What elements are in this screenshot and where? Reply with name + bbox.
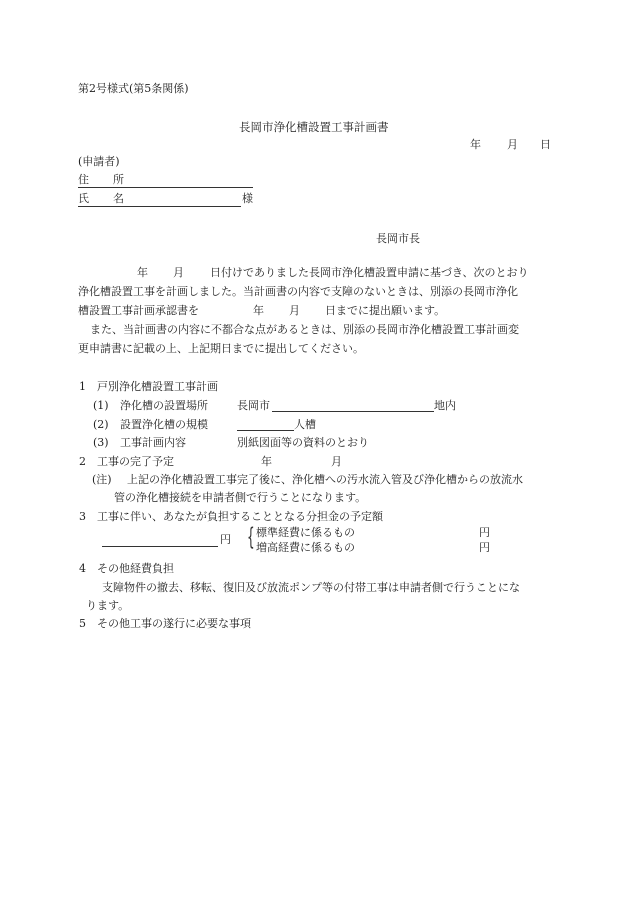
section-4-line2: ります。 <box>86 599 130 612</box>
body-year: 年 <box>137 266 148 279</box>
total-amount-field[interactable] <box>102 546 218 547</box>
tank-capacity-field[interactable] <box>237 430 294 431</box>
section-4-title: その他経費負担 <box>97 562 174 575</box>
body-line3-start: 槽設置工事計画承認書を <box>78 304 199 317</box>
item-1-prefix: 長岡市 <box>237 399 270 412</box>
standard-cost-unit: 円 <box>479 526 490 539</box>
item-3-value: 別紙図面等の資料のとおり <box>237 436 369 449</box>
section-5-title: その他工事の遂行に必要な事項 <box>97 617 251 630</box>
date-day: 日 <box>540 138 551 151</box>
date-year: 年 <box>470 138 481 151</box>
installation-location-field[interactable] <box>272 411 434 412</box>
body-line3-end: 日までに提出願います。 <box>325 304 446 317</box>
standard-cost-label: 標準経費に係るもの <box>256 526 355 539</box>
name-field[interactable] <box>78 206 241 207</box>
note-line1: 上記の浄化槽設置工事完了後に、浄化槽への汚水流入管及び浄化槽からの放流水 <box>127 473 523 486</box>
address-label-1: 住 <box>78 173 89 186</box>
brace-icon: { <box>247 523 255 551</box>
body-month: 月 <box>173 266 184 279</box>
applicant-heading: (申請者) <box>78 155 120 168</box>
body-line2: 浄化槽設置工事を計画しました。当計画書の内容で支障のないときは、別添の長岡市浄化 <box>78 285 518 298</box>
section-1-title: 戸別浄化槽設置工事計画 <box>97 380 218 393</box>
name-label-2: 名 <box>113 192 124 205</box>
item-2-label: 設置浄化槽の規模 <box>120 418 208 431</box>
completion-year: 年 <box>261 455 272 468</box>
item-1-label: 浄化槽の設置場所 <box>120 399 208 412</box>
total-unit: 円 <box>220 533 231 546</box>
body-line4: また、当計画書の内容に不都合な点があるときは、別添の長岡市浄化槽設置工事計画変 <box>90 323 519 336</box>
item-3-number: (3) <box>93 436 109 449</box>
section-4-number: 4 <box>79 562 86 575</box>
body-line3-year: 年 <box>253 304 264 317</box>
section-2-number: 2 <box>79 455 86 468</box>
note-label: (注) <box>92 473 112 486</box>
item-2-number: (2) <box>93 418 109 431</box>
item-1-suffix: 地内 <box>434 399 456 412</box>
body-line5: 更申請書に記載の上、上記期日までに提出してください。 <box>78 342 364 355</box>
document-title: 長岡市浄化槽設置工事計画書 <box>239 120 389 134</box>
body-line3-month: 月 <box>289 304 300 317</box>
increased-cost-unit: 円 <box>479 541 490 554</box>
name-label-1: 氏 <box>78 192 89 205</box>
section-4-line1: 支障物件の撤去、移転、復旧及び放流ポンプ等の付帯工事は申請者側で行うことにな <box>102 581 520 594</box>
increased-cost-label: 増高経費に係るもの <box>256 541 355 554</box>
item-1-number: (1) <box>93 399 109 412</box>
recipient: 長岡市長 <box>376 232 420 245</box>
section-5-number: 5 <box>79 617 86 630</box>
note-line2: 管の浄化槽接続を申請者側で行うことになります。 <box>114 491 367 504</box>
section-1-number: 1 <box>79 380 86 393</box>
address-label-2: 所 <box>113 173 124 186</box>
item-2-suffix: 人槽 <box>294 418 316 431</box>
body-line1: 日付けでありました長岡市浄化槽設置申請に基づき、次のとおり <box>210 266 529 279</box>
honorific: 様 <box>242 192 253 205</box>
date-month: 月 <box>507 138 518 151</box>
section-3-number: 3 <box>79 510 86 523</box>
item-3-label: 工事計画内容 <box>120 436 186 449</box>
form-number: 第2号様式(第5条関係) <box>78 82 189 95</box>
completion-month: 月 <box>331 455 342 468</box>
section-2-title: 工事の完了予定 <box>97 455 174 468</box>
section-3-title: 工事に伴い、あなたが負担することとなる分担金の予定額 <box>97 510 383 523</box>
address-field[interactable] <box>78 187 253 188</box>
